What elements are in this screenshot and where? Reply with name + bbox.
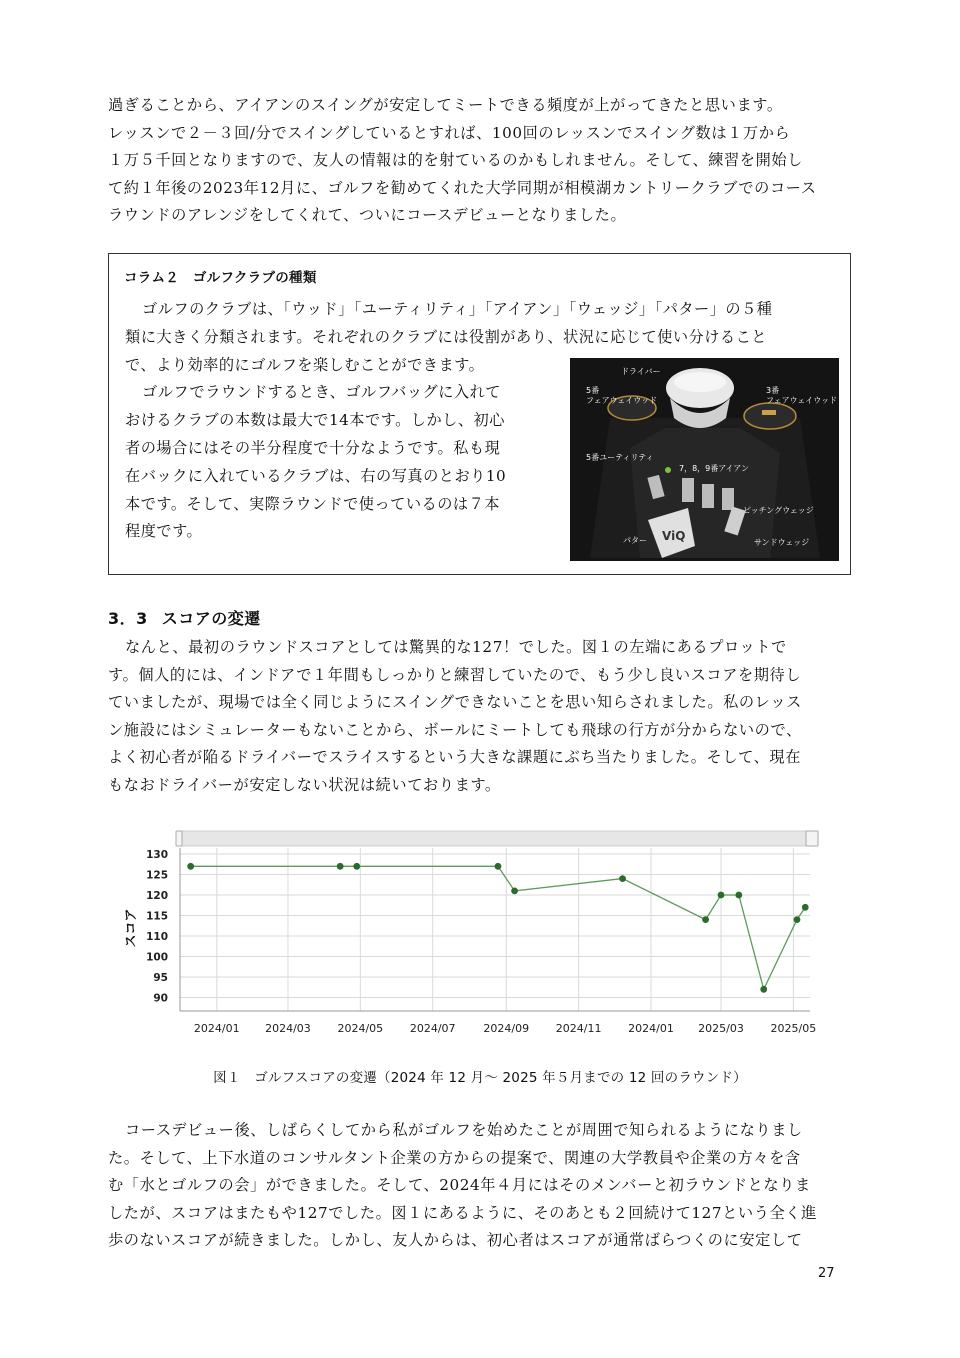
photo-label-sand: サンドウェッジ (754, 538, 810, 547)
x-tick-label: 2024/05 (337, 1022, 384, 1035)
photo-label-putter: パター (623, 536, 647, 545)
text-line: レッスンで２－３回/分でスイングしているとすれば、100回のレッスンでスイング数は１万から (108, 123, 791, 142)
text-line: ていましたが、現場では全く同じようにスイングできないことを思い知らされました。私のレッス (108, 693, 802, 711)
data-point[interactable] (187, 863, 194, 870)
text-line: ン施設にはシミュレーターもないことから、ボールにミートしても飛球の行方が分からないので、 (108, 720, 802, 739)
text-line: 程度です。 (125, 522, 203, 541)
data-point[interactable] (760, 986, 767, 993)
data-point[interactable] (495, 863, 502, 870)
photo-label-wood5: 5番 (586, 386, 600, 395)
golf-clubs-photo (570, 358, 839, 561)
x-tick-label: 2024/11 (555, 1022, 602, 1035)
text-line: したが、スコアはまたもや127でした。図１にあるように、そのあとも２回続けて127という全く進 (108, 1203, 817, 1222)
text-line: 者の場合にはその半分程度で十分なようです。私も現 (125, 438, 501, 457)
y-tick-label: 110 (146, 931, 168, 943)
column-box (108, 253, 851, 575)
club-brand-label: ViQ (662, 529, 686, 543)
x-tick-label: 2024/03 (265, 1022, 311, 1035)
x-tick-label: 2025/03 (698, 1022, 744, 1035)
score-line-chart (120, 828, 820, 1043)
series-line (191, 866, 806, 989)
data-point[interactable] (337, 863, 344, 870)
text-line: 過ぎることから、アイアンのスイングが安定してミートできる頻度が上がってきたと思います。 (108, 96, 783, 114)
photo-label-irons: 7，8，9番アイアン (679, 464, 749, 473)
range-slider-right-handle[interactable] (806, 831, 818, 846)
x-tick-label: 2024/01 (193, 1022, 240, 1035)
text-line: た。そして、上下水道のコンサルタント企業の方からの提案で、関連の大学教員や企業の方々を含 (108, 1148, 801, 1167)
range-slider-left-handle[interactable] (176, 831, 182, 846)
score-chart (120, 828, 820, 1043)
text-line: で、より効率的にゴルフを楽しむことができます。 (125, 355, 485, 374)
y-tick-label: 130 (146, 849, 168, 861)
page-number: 27 (818, 1266, 835, 1281)
x-tick-label: 2024/09 (483, 1022, 530, 1035)
data-point[interactable] (735, 892, 742, 899)
text-line: て約１年後の2023年12月に、ゴルフを勧めてくれた大学同期が相模湖カントリークラブでのコース (108, 178, 817, 197)
range-slider-track[interactable] (178, 831, 818, 846)
photo-label-pitching: ピッチングウェッジ (743, 506, 814, 515)
text-line: ゴルフでラウンドするとき、ゴルフバッグに入れて (142, 383, 501, 402)
closing-paragraph (108, 1117, 853, 1255)
text-line: む「水とゴルフの会」ができました。そして、2024年４月にはそのメンバーと初ラウンドとなりま (108, 1176, 811, 1194)
y-tick-label: 95 (153, 972, 168, 984)
y-tick-label: 90 (153, 992, 168, 1005)
text-line: コースデビュー後、しばらくしてから私がゴルフを始めたことが周囲で知られるようになりまし (125, 1121, 803, 1139)
text-line: 類に大きく分類されます。それぞれのクラブには役割があり、状況に応じて使い分けること (125, 327, 767, 346)
text-line: 在バックに入れているクラブは、右の写真のとおり10 (125, 466, 507, 485)
y-tick-label: 115 (146, 910, 168, 923)
photo-label-wood5-type: フェアウェイウッド (586, 396, 658, 405)
text-line: おけるクラブの本数は最大で14本です。しかし、初心 (125, 411, 505, 430)
text-line: ゴルフのクラブは、「ウッド」「ユーティリティ」「アイアン」「ウェッジ」「パター」の５種 (142, 300, 773, 318)
section-heading (108, 606, 261, 629)
text-line: ラウンドのアレンジをしてくれて、ついにコースデビューとなりました。 (108, 206, 627, 224)
y-tick-label: 125 (146, 869, 168, 882)
section-title: スコアの変遷 (161, 609, 261, 628)
x-tick-label: 2024/07 (409, 1022, 456, 1035)
text-line: １万５千回となりますので、友人の情報は的を射ているのかもしれません。そして、練習を開始し (108, 151, 803, 169)
photo-label-utility: 5番ユーティリティ (586, 453, 654, 462)
text-line: もなおドライバーが安定しない状況は続いております。 (108, 775, 501, 794)
column-title: コラム２ ゴルフクラブの種類 (124, 270, 317, 286)
text-line: 歩のないスコアが続きました。しかし、友人からは、初心者はスコアが通常ばらつくのに安定して (108, 1231, 803, 1249)
intro-paragraph (108, 92, 853, 230)
x-tick-label: 2024/01 (628, 1022, 674, 1035)
y-tick-label: 120 (146, 890, 168, 902)
photo-label-wood3: 3番 (766, 386, 780, 395)
y-axis-label: スコア (124, 908, 139, 948)
photo-label-wood3-type: フェアウェイウッド (766, 396, 838, 405)
text-line: す。個人的には、インドアで１年間もしっかりと練習していたので、もう少し良いスコアを期待し (108, 665, 802, 684)
text-line: 本です。そして、実際ラウンドで使っているのは７本 (125, 494, 500, 513)
data-point[interactable] (619, 875, 626, 882)
data-point[interactable] (794, 916, 801, 923)
section-number: 3．3 (108, 609, 148, 628)
y-tick-label: 100 (146, 951, 168, 964)
data-point[interactable] (802, 904, 809, 911)
section-paragraph (108, 634, 853, 799)
photo-label-driver: ドライバー (621, 367, 661, 376)
figure-caption: 図１ ゴルフスコアの変遷（2024 年 12 月～ 2025 年５月までの 12 回のラウンド） (213, 1070, 747, 1086)
data-point[interactable] (702, 916, 709, 923)
data-point[interactable] (511, 888, 518, 895)
data-point[interactable] (353, 863, 360, 870)
text-line: よく初心者が陥るドライバーでスライスするという大きな課題にぶち当たりました。そして、現在 (108, 748, 801, 766)
data-point[interactable] (718, 892, 725, 899)
x-tick-label: 2025/05 (770, 1022, 817, 1035)
text-line: なんと、最初のラウンドスコアとしては驚異的な127！でした。図１の左端にあるプロットで (125, 638, 787, 656)
